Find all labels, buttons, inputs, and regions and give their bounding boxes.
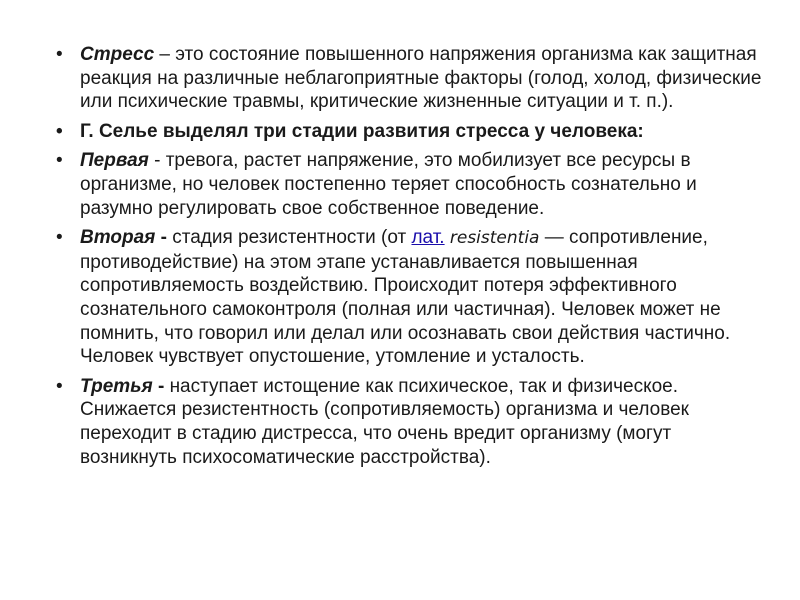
- term-second-separator: -: [155, 227, 173, 249]
- bullet-list: [56, 43, 768, 475]
- term-third-separator: -: [152, 375, 170, 397]
- stage-second-text-before-link: стадия резистентности (от: [172, 227, 412, 249]
- term-stress: Стресс: [80, 44, 155, 65]
- bullet-stress-definition: [56, 43, 768, 114]
- term-second: Вторая: [80, 227, 156, 249]
- stage-first-text: - тревога, растет напряжение, это мобилизует все ресурсы в организме, но человек постепенно теряет способность сознательно и разумно регулировать свое собственное поведение.: [80, 150, 697, 219]
- selye-stages-text: Г. Селье выделял три стадии развития стресса у человека:: [80, 120, 644, 142]
- term-first: Первая: [80, 150, 149, 172]
- term-third: Третья: [80, 375, 153, 397]
- bullet-stage-first: [56, 149, 768, 220]
- bullet-selye-stages: [56, 120, 768, 144]
- bullet-stage-second: [56, 226, 768, 369]
- latin-word: resistentia: [449, 228, 540, 249]
- stage-second-text-after-latin: — сопротивление, противодействие) на этом этапе устанавливается повышенная сопротивляемость воздействию. Происходит потеря эффективного сознательного самоконтроля (полная или частичная). Человек может не помнить, что говорил или делал или осознавать свои действия частично. Человек чувствует опустошение, утомление и усталость.: [80, 227, 731, 368]
- stress-definition-text: – это состояние повышенного напряжения организма как защитная реакция на различные неблагоприятные факторы (голод, холод, физические или психические травмы, критические жизненные ситуации и т. п.).: [80, 44, 762, 113]
- bullet-stage-third: [56, 375, 768, 469]
- stage-third-text: наступает истощение как психическое, так и физическое. Снижается резистентность (сопротивляемость) организма и человек переходит в стадию дистресса, что очень вредит организму (могут возникнуть психосоматические расстройства).: [80, 375, 689, 468]
- latin-abbrev-link[interactable]: лат.: [411, 227, 445, 249]
